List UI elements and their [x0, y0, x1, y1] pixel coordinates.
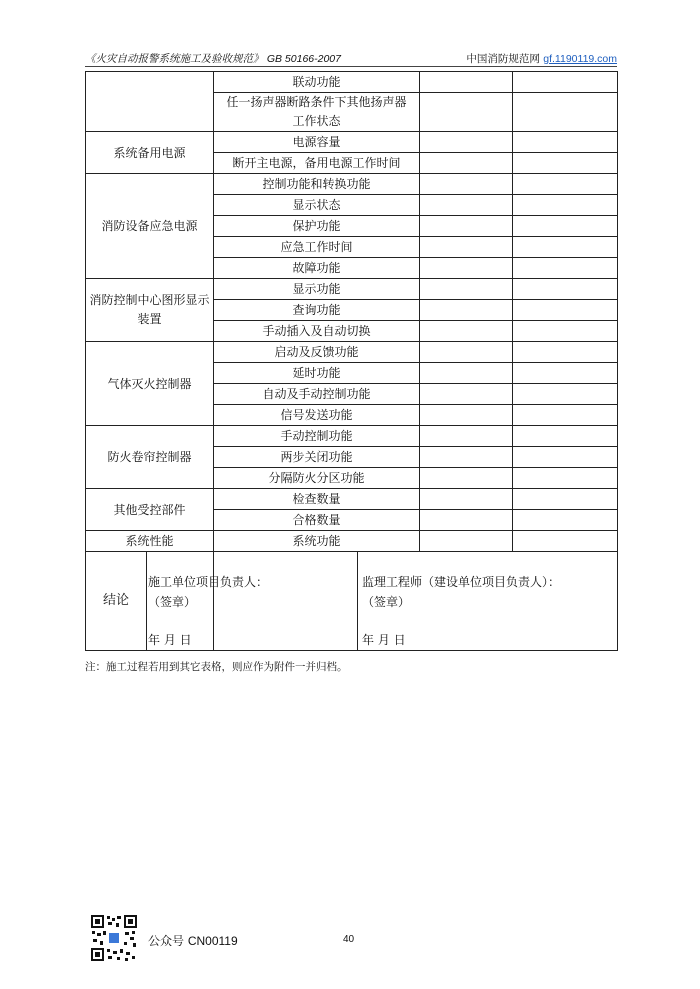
item-cell: 显示状态 [214, 195, 420, 216]
category-cell [86, 72, 214, 132]
category-cell: 系统备用电源 [86, 132, 214, 174]
remark-cell [513, 510, 618, 531]
remark-cell [513, 237, 618, 258]
header-site: 中国消防规范网 gf.1190119.com [466, 53, 617, 65]
result-cell [420, 405, 513, 426]
item-cell: 启动及反馈功能 [214, 342, 420, 363]
item-cell: 保护功能 [214, 216, 420, 237]
supervisor-date: 年 月 日 [362, 633, 406, 647]
acceptance-table [85, 71, 618, 651]
supervisor-head: 监理工程师（建设单位项目负责人）： [362, 575, 561, 589]
result-cell [420, 93, 513, 132]
result-cell [420, 468, 513, 489]
result-cell [420, 237, 513, 258]
category-cell: 其他受控部件 [86, 489, 214, 531]
result-cell [420, 321, 513, 342]
conclusion-title: 结论 [86, 552, 147, 650]
remark-cell [513, 468, 618, 489]
item-cell: 联动功能 [214, 72, 420, 93]
item-cell: 系统功能 [214, 531, 420, 552]
result-cell [420, 363, 513, 384]
category-cell: 系统性能 [86, 531, 214, 552]
item-cell: 信号发送功能 [214, 405, 420, 426]
table-row [86, 174, 618, 195]
remark-cell [513, 195, 618, 216]
supervisor-signature [358, 552, 618, 650]
result-cell [420, 174, 513, 195]
item-cell: 故障功能 [214, 258, 420, 279]
remark-cell [513, 258, 618, 279]
construction-date: 年 月 日 [148, 633, 192, 647]
remark-cell [513, 384, 618, 405]
item-cell: 自动及手动控制功能 [214, 384, 420, 405]
result-cell [420, 216, 513, 237]
remark-cell [513, 216, 618, 237]
category-cell: 气体灭火控制器 [86, 342, 214, 426]
item-cell: 检查数量 [214, 489, 420, 510]
remark-cell [513, 321, 618, 342]
qr-code-icon [90, 914, 138, 962]
remark-cell [513, 426, 618, 447]
remark-cell [513, 489, 618, 510]
remark-cell [513, 405, 618, 426]
item-cell: 合格数量 [214, 510, 420, 531]
remark-cell [513, 447, 618, 468]
construction-signature [148, 552, 358, 650]
table-row [86, 489, 618, 510]
remark-cell [513, 342, 618, 363]
page-header [85, 50, 617, 67]
table-row [86, 279, 618, 300]
item-cell: 任一扬声器断路条件下其他扬声器工作状态 [214, 93, 420, 132]
table-row [86, 531, 618, 552]
construction-seal: （签章） [148, 595, 197, 609]
table-row [86, 342, 618, 363]
remark-cell [513, 174, 618, 195]
category-cell: 消防设备应急电源 [86, 174, 214, 279]
result-cell [420, 132, 513, 153]
result-cell [420, 426, 513, 447]
conclusion-row [86, 552, 618, 651]
item-cell: 应急工作时间 [214, 237, 420, 258]
remark-cell [513, 93, 618, 132]
item-cell: 查询功能 [214, 300, 420, 321]
item-cell: 延时功能 [214, 363, 420, 384]
header-standard-title: 《火灾自动报警系统施工及验收规范》 GB 50166-2007 [85, 53, 341, 65]
result-cell [420, 489, 513, 510]
item-cell: 手动插入及自动切换 [214, 321, 420, 342]
result-cell [420, 258, 513, 279]
footnote: 注：施工过程若用到其它表格，则应作为附件一并归档。 [85, 661, 348, 673]
item-cell: 分隔防火分区功能 [214, 468, 420, 489]
remark-cell [513, 153, 618, 174]
result-cell [420, 384, 513, 405]
table-row [86, 132, 618, 153]
table-row [86, 426, 618, 447]
construction-head: 施工单位项目负责人： [148, 575, 269, 589]
result-cell [420, 510, 513, 531]
item-cell: 显示功能 [214, 279, 420, 300]
site-link[interactable]: gf.1190119.com [543, 53, 617, 65]
category-cell: 防火卷帘控制器 [86, 426, 214, 489]
item-cell: 两步关闭功能 [214, 447, 420, 468]
table-row [86, 72, 618, 93]
remark-cell [513, 72, 618, 93]
result-cell [420, 195, 513, 216]
result-cell [420, 72, 513, 93]
remark-cell [513, 363, 618, 384]
result-cell [420, 153, 513, 174]
result-cell [420, 531, 513, 552]
page-number: 40 [343, 934, 355, 945]
item-cell: 电源容量 [214, 132, 420, 153]
item-cell: 控制功能和转换功能 [214, 174, 420, 195]
remark-cell [513, 279, 618, 300]
category-cell: 消防控制中心图形显示装置 [86, 279, 214, 342]
remark-cell [513, 132, 618, 153]
remark-cell [513, 300, 618, 321]
result-cell [420, 279, 513, 300]
result-cell [420, 342, 513, 363]
result-cell [420, 447, 513, 468]
item-cell: 断开主电源，备用电源工作时间 [214, 153, 420, 174]
conclusion-signatures [148, 552, 618, 651]
remark-cell [513, 531, 618, 552]
result-cell [420, 300, 513, 321]
wechat-account: 公众号 CN00119 [148, 934, 238, 948]
supervisor-seal: （签章） [362, 595, 411, 609]
item-cell: 手动控制功能 [214, 426, 420, 447]
